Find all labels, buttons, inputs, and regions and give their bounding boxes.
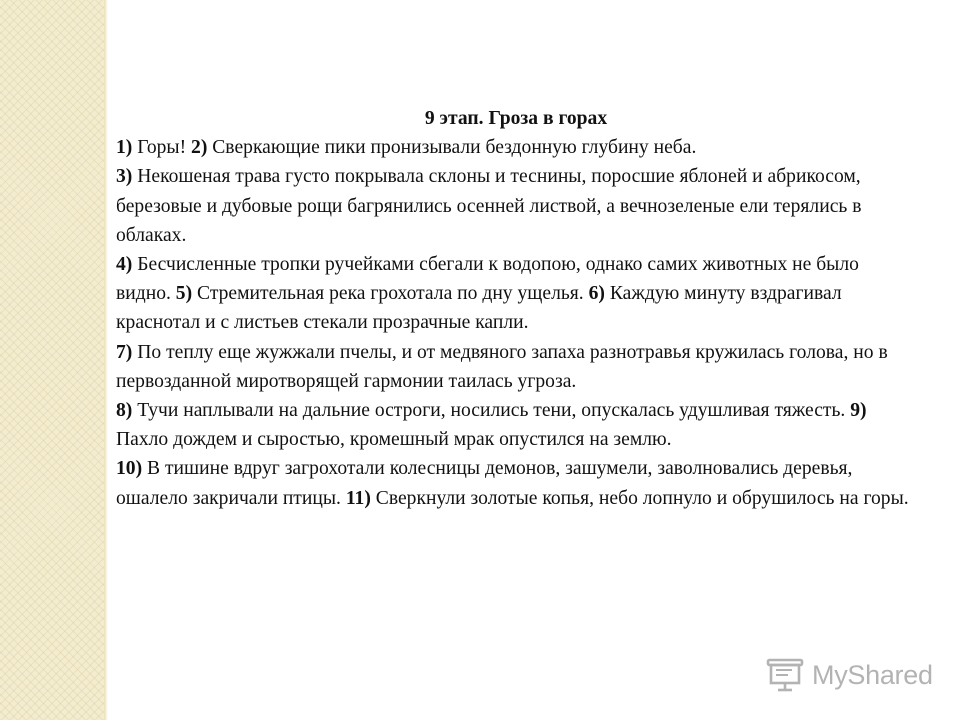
slide-title: 9 этап. Гроза в горах xyxy=(424,108,608,129)
paragraph xyxy=(116,133,916,162)
sentence-text: Горы! xyxy=(132,137,192,159)
sentence-number: 3) xyxy=(116,166,133,188)
sentence-list xyxy=(116,133,916,513)
sentence-text: Бесчисленные тропки ручейками сбегали к водопою, однако самих животных не было видно. xyxy=(116,254,859,305)
sentence-text: Некошеная трава густо покрывала склоны и теснины, поросшие яблоней и абрикосом, березовые и дубовые рощи багрянились осенней листвой, а вечнозеленые ели терялись в облаках. xyxy=(116,166,862,246)
watermark-text: MyShared xyxy=(812,659,933,690)
decorative-left-band xyxy=(0,0,104,720)
sentence-text: Сверкающие пики пронизывали бездонную глубину неба. xyxy=(207,137,697,159)
band-edge-divider xyxy=(104,0,108,720)
sentence-text: По теплу еще жужжали пчелы, и от медвяного запаха разнотравья кружилась голова, но в первозданной миротворящей гармонии таилась угроза. xyxy=(116,341,888,392)
sentence-number: 9) xyxy=(850,400,867,422)
paragraph xyxy=(116,396,916,454)
projector-screen-icon xyxy=(766,658,804,692)
slide-body xyxy=(116,104,916,513)
sentence-number: 7) xyxy=(116,341,133,363)
mysharedwatermark xyxy=(766,655,933,695)
paragraph xyxy=(116,338,916,396)
sentence-text: Стремительная река грохотала по дну ущелья. xyxy=(192,283,589,305)
paragraph xyxy=(116,250,916,338)
sentence-text: Пахло дождем и сыростью, кромешный мрак опустился на землю. xyxy=(116,429,672,451)
paragraph xyxy=(116,162,916,250)
sentence-number: 4) xyxy=(116,254,133,276)
sentence-text: Тучи наплывали на дальние остроги, носились тени, опускалась удушливая тяжесть. xyxy=(132,400,851,422)
sentence-text: Сверкнули золотые копья, небо лопнуло и обрушилось на горы. xyxy=(370,487,909,509)
sentence-number: 1) xyxy=(116,137,133,159)
sentence-number: 5) xyxy=(175,283,193,305)
sentence-number: 10) xyxy=(116,458,143,480)
paragraph xyxy=(116,454,916,512)
sentence-text: Каждую минуту вздрагивал краснотал и с листьев стекали прозрачные капли. xyxy=(116,283,842,334)
sentence-text: В тишине вдруг загрохотали колесницы демонов, зашумели, заволновались деревья, ошалело закричали птицы. xyxy=(116,458,853,509)
sentence-number: 8) xyxy=(116,400,133,422)
sentence-number: 2) xyxy=(191,137,208,159)
sentence-number: 11) xyxy=(345,487,371,509)
sentence-number: 6) xyxy=(588,283,605,305)
